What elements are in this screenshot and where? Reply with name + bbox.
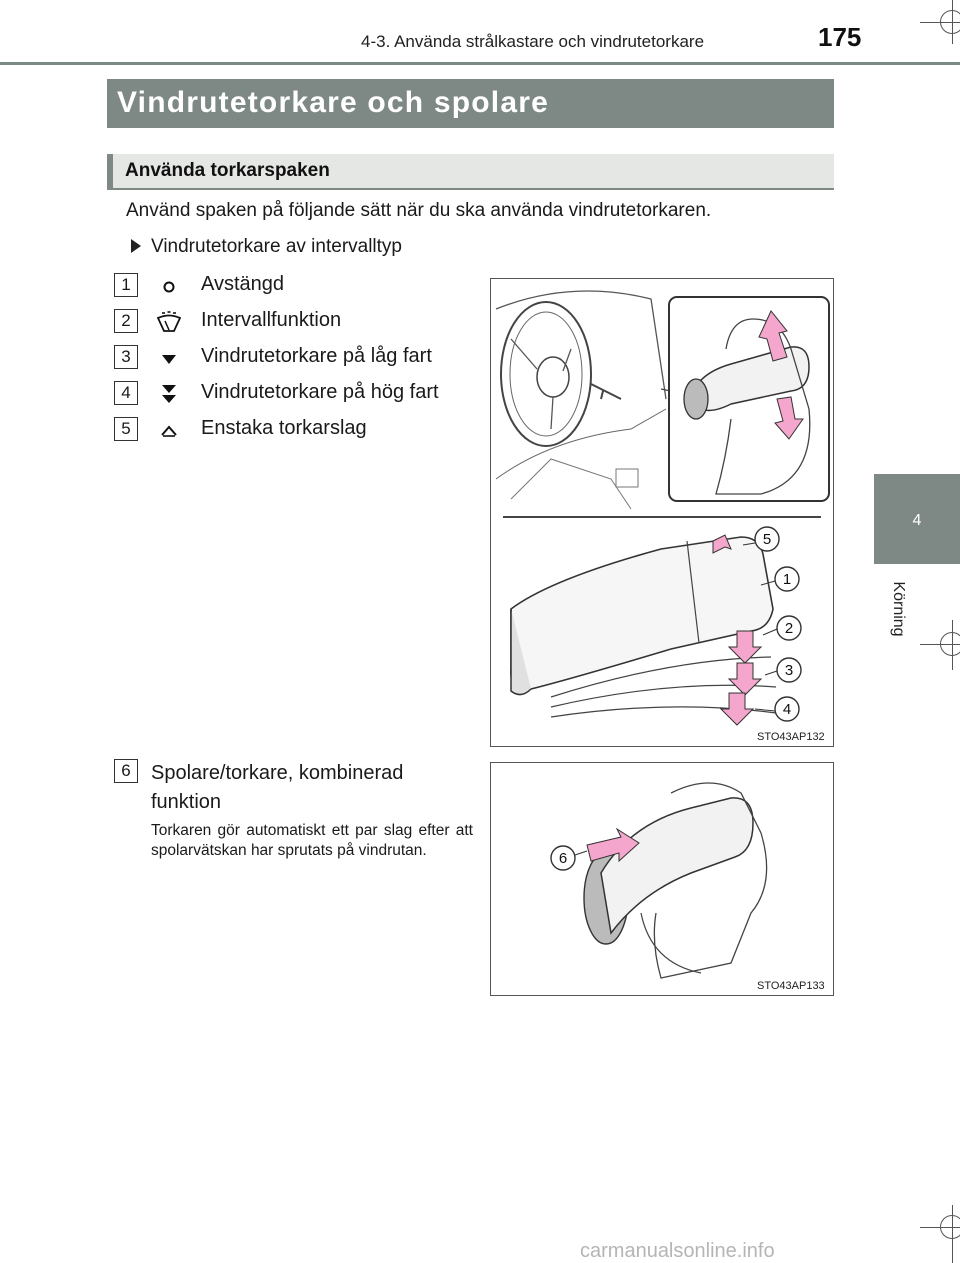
watermark: carmanualsonline.info [580,1240,775,1262]
callout-3: 3 [784,662,794,679]
item-number-box: 1 [114,273,138,297]
list-item-5 [114,417,474,443]
washer-lever-drawing [491,763,833,995]
item-label: Spolare/torkare, kombinerad funktion [151,762,404,813]
chapter-label [868,570,918,670]
header-rule [0,62,960,65]
item-label: Avstängd [201,273,285,295]
page-number: 175 [818,22,862,52]
item-label: Vindrutetorkare på låg fart [201,345,432,367]
crop-mark-bottom-right [920,1205,960,1263]
item-number-box: 2 [114,309,138,333]
off-circle-icon [156,275,182,297]
callout-1: 1 [782,571,792,588]
list-item-1 [114,273,474,299]
intermittent-wiper-icon [156,311,182,333]
mist-icon [156,419,182,441]
section-title: Vindrutetorkare och spolare [117,86,549,119]
list-item-2 [114,309,474,335]
intro-paragraph: Använd spaken på följande sätt när du ska använda vindrutetorkaren. [126,200,712,221]
callout-6: 6 [558,850,568,867]
washer-lever-illustration [490,762,834,996]
chapter-number: 4 [912,512,922,529]
subsection-accent-bar [107,154,113,188]
list-item-4 [114,381,474,407]
item-label: Vindrutetorkare på hög fart [201,381,439,403]
callout-4: 4 [782,701,792,718]
wiper-lever-drawing [491,279,833,746]
wiper-lever-illustration [490,278,834,747]
item-number-box: 5 [114,417,138,441]
callout-5: 5 [762,531,772,548]
item-number-box: 6 [114,759,138,783]
figure-code: STO43AP132 [757,731,825,743]
high-speed-icon [156,383,182,405]
section-title-bar [107,79,834,128]
subsection-title-bar [107,154,834,190]
chapter-tab [874,474,960,564]
item-label: Intervallfunktion [201,309,342,331]
bullet-triangle-icon [131,239,141,253]
item-number-box: 3 [114,345,138,369]
item-description: Torkaren gör automatiskt ett par slag efter att spolarvätskan har sprutats på vindrutan. [151,822,473,859]
item-number-box: 4 [114,381,138,405]
item-label: Enstaka torkarslag [201,417,367,439]
bullet-text: Vindrutetorkare av intervalltyp [151,236,402,257]
section-reference: 4-3. Använda strålkastare och vindrutetorkare [361,32,705,51]
running-header [0,0,960,60]
callout-2: 2 [784,620,794,637]
subsection-title: Använda torkarspaken [125,160,330,181]
low-speed-icon [156,347,182,369]
chapter-label-text: Körning [890,581,907,637]
bullet-heading [131,236,402,258]
crop-mark-right [920,620,960,670]
figure-code: STO43AP133 [757,980,825,992]
list-item-3 [114,345,474,371]
